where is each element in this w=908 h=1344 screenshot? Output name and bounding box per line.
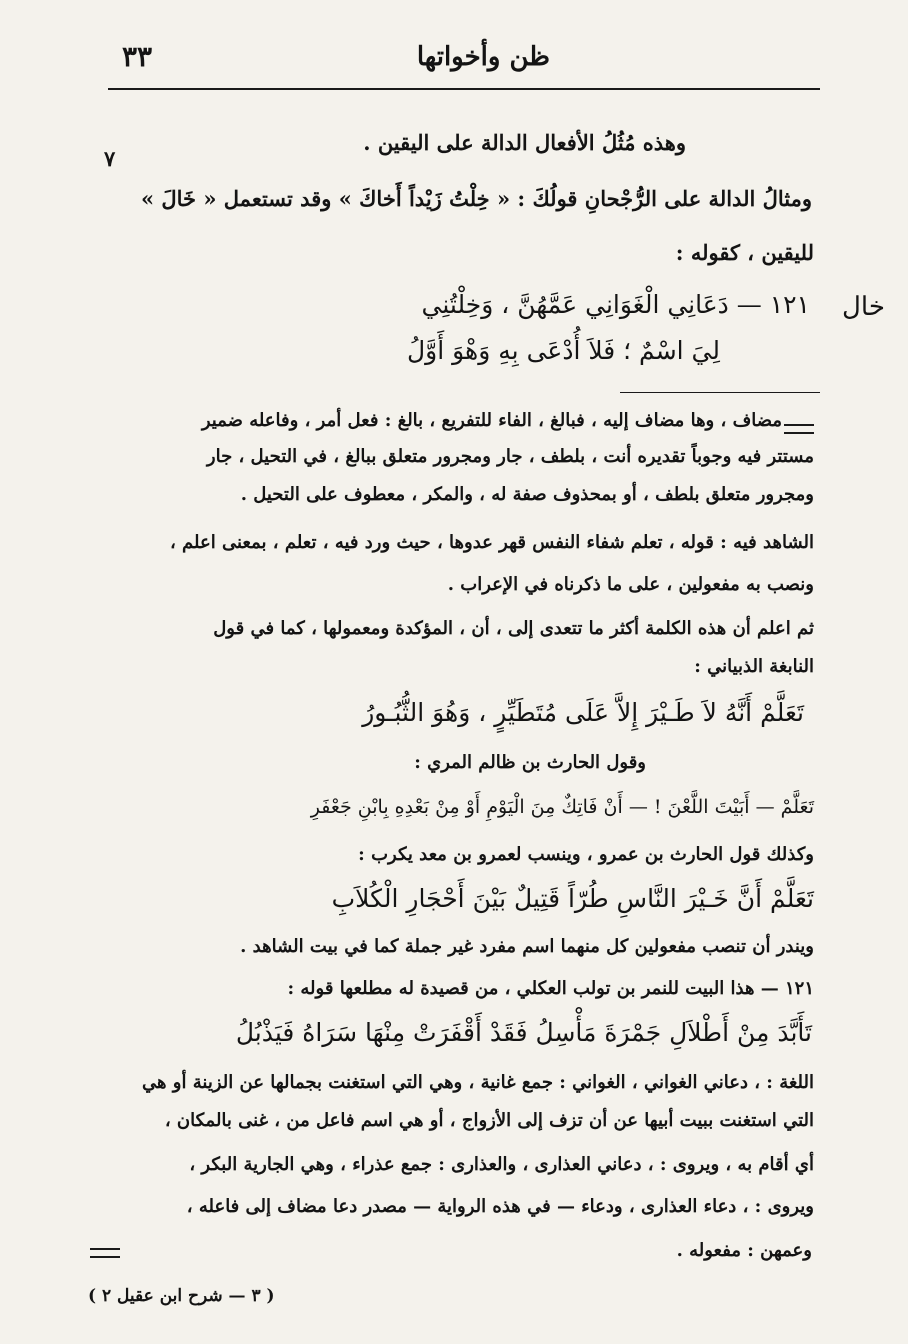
footnote-line-1: مضاف ، وها مضاف إليه ، فبالغ ، الفاء للتفريع ، بالغ : فعل أمر ، وفاعله ضمير bbox=[201, 410, 782, 431]
end-mark bbox=[90, 1248, 120, 1258]
footnote-line-6: ثم اعلم أن هذه الكلمة أكثر ما تتعدى إلى ، أن ، المؤكدة ومعمولها ، كما في قول bbox=[213, 618, 814, 639]
body-line-1: وهذه مُثُلُ الأفعال الدالة على اليقين . bbox=[363, 130, 686, 155]
margin-note: خال bbox=[842, 292, 885, 322]
signature-mark: ( ٣ — شرح ابن عقيل ٢ ) bbox=[88, 1286, 275, 1306]
footnote-line-2: مستتر فيه وجوباً تقديره أنت ، بلطف ، جار ومجرور متعلق ببالغ ، في التحيل ، جار bbox=[206, 446, 814, 467]
footnote-separator bbox=[620, 392, 820, 393]
footnote-line-16: وعمهن : مفعوله . bbox=[676, 1240, 812, 1261]
continuation-mark bbox=[784, 424, 814, 434]
verse-namir: تَأَبَّدَ مِنْ أَطْلاَلِ جَمْرَةَ مَأْسِلُ فَقَدْ أَقْفَرَتْ مِنْهَا سَرَاهُ فَيَذْبُلُ bbox=[235, 1018, 812, 1047]
footnote-line-8: وقول الحارث بن ظالم المري : bbox=[414, 752, 646, 773]
footnote-line-11: ١٢١ — هذا البيت للنمر بن تولب العكلي ، من قصيدة له مطلعها قوله : bbox=[287, 978, 814, 999]
verse-121-second-hemistich: لِيَ اسْمٌ ؛ فَلاَ أُدْعَى بِهِ وَهْوَ أَوَّلُ bbox=[407, 336, 720, 365]
footnote-line-7: النابغة الذبياني : bbox=[694, 656, 814, 677]
footnote-line-3: ومجرور متعلق بلطف ، أو بمحذوف صفة له ، والمكر ، معطوف على التحيل . bbox=[240, 484, 814, 505]
footnote-line-13: التي استغنت ببيت أبيها عن أن تزف إلى الأزواج ، أو هي اسم فاعل من ، غنى بالمكان ، bbox=[164, 1110, 814, 1131]
margin-number: ٧ bbox=[104, 146, 116, 171]
footnote-line-14: أي أقام به ، ويروى : ، دعاني العذارى ، والعذارى : جمع عذراء ، وهي الجارية البكر ، bbox=[189, 1154, 814, 1175]
page-header bbox=[108, 38, 820, 90]
footnote-line-4: الشاهد فيه : قوله ، تعلم شفاء النفس قهر عدوها ، حيث ورد فيه ، تعلم ، بمعنى اعلم ، bbox=[169, 532, 814, 553]
footnote-line-5: ونصب به مفعولين ، على ما ذكرناه في الإعراب . bbox=[447, 574, 814, 595]
verse-121-first-hemistich: ١٢١ — دَعَانِي الْغَوَانِي عَمَّهُنَّ ، وَخِلْتُنِي bbox=[421, 290, 810, 319]
running-title: ظن وأخواتها bbox=[416, 42, 550, 72]
verse-harith: تَعَلَّمْ — أَبَيْتَ اللَّعْنَ ! — أَنْ فَاتِكٌ مِنَ الْيَوْمِ أَوْ مِنْ بَعْدِهِ بِابْنِ جَعْفَرِ bbox=[310, 796, 814, 818]
verse-amr: تَعَلَّمْ أَنَّ خَـيْرَ النَّاسِ طُرّاً قَتِيلٌ بَيْنَ أَحْجَارِ الْكُلاَبِ bbox=[331, 884, 814, 913]
footnote-line-10: ويندر أن تنصب مفعولين كل منهما اسم مفرد غير جملة كما في بيت الشاهد . bbox=[240, 936, 814, 957]
body-line-2: ومثالُ الدالة على الرُّجْحانِ قولُكَ : « خِلْتُ زَيْداً أَخاكَ » وقد تستعمل « خَالَ » bbox=[140, 186, 812, 211]
footnote-line-12: اللغة : ، دعاني الغواني ، الغواني : جمع غانية ، وهي التي استغنت بجمالها عن الزينة أو هي bbox=[142, 1072, 814, 1093]
body-line-3: لليقين ، كقوله : bbox=[675, 240, 814, 265]
page-number: ٣٣ bbox=[122, 40, 153, 73]
footnote-line-9: وكذلك قول الحارث بن عمرو ، وينسب لعمرو بن معد يكرب : bbox=[358, 844, 814, 865]
verse-nabigha: تَعَلَّمْ أَنَّهُ لاَ طَـيْرَ إِلاَّ عَلَى مُتَطَيِّرٍ ، وَهُوَ الثُّبُـورُ bbox=[362, 698, 804, 727]
footnote-line-15: ويروى : ، دعاء العذارى ، ودعاء — في هذه الرواية — مصدر دعا مضاف إلى فاعله ، bbox=[186, 1196, 814, 1217]
